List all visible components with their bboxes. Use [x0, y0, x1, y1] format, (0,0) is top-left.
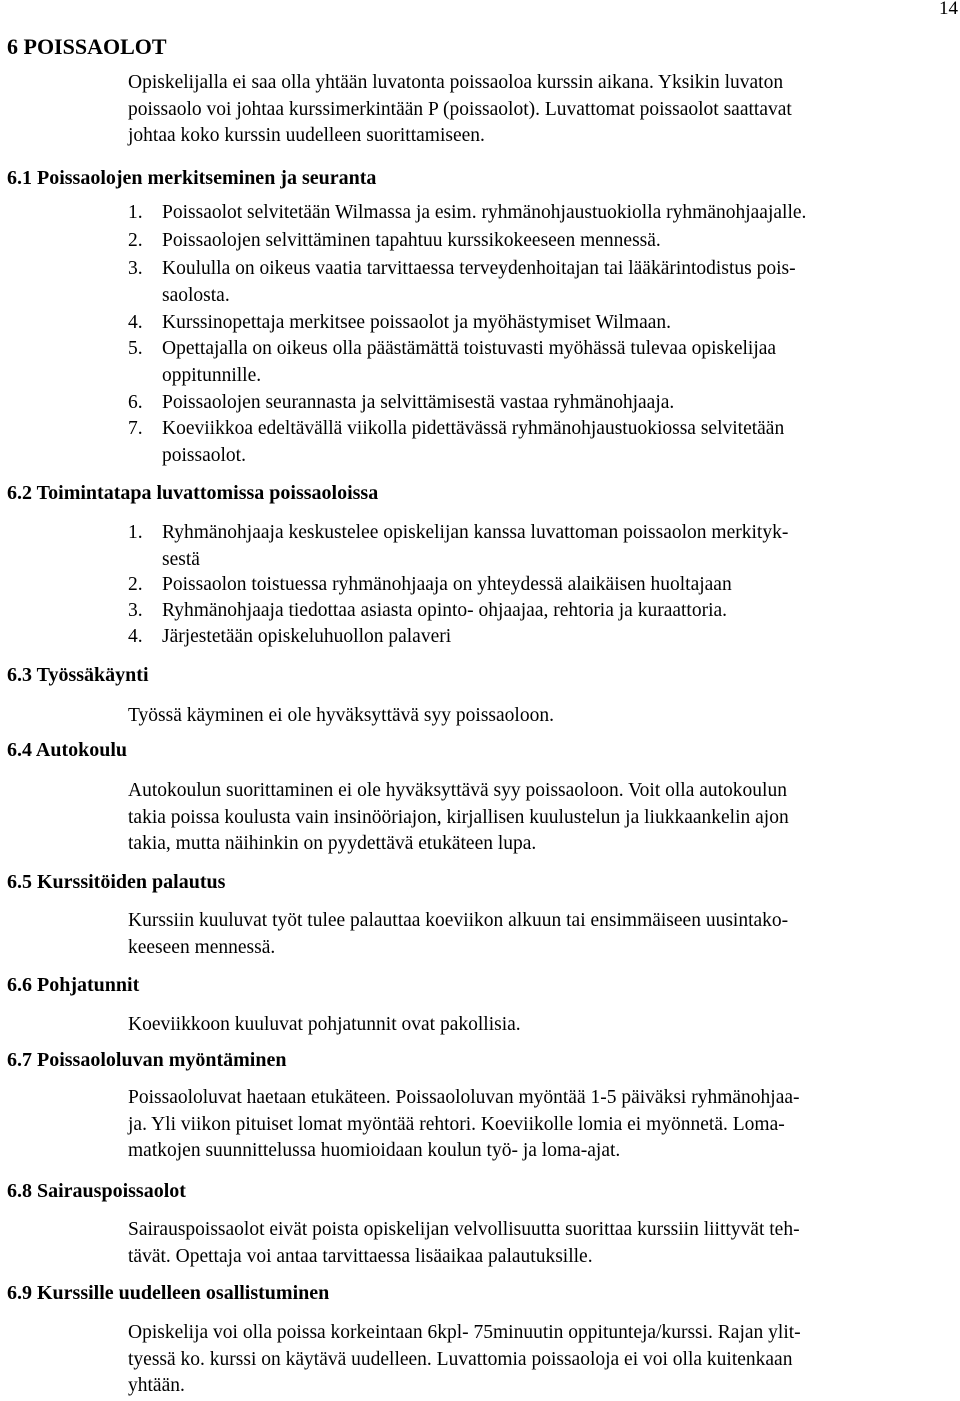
section-paragraph-6-6 — [128, 1012, 521, 1039]
paragraph-line: Kurssiin kuuluvat työt tulee palauttaa koeviikon alkuun tai ensimmäiseen uusintako- — [128, 910, 789, 931]
page-number: 14 — [939, 0, 958, 19]
paragraph-line: yhtään. — [128, 1375, 185, 1396]
section-paragraph-6-5 — [128, 908, 788, 961]
list-item-number: 6. — [128, 392, 143, 413]
list-item-number: 7. — [128, 418, 143, 439]
list-item-text: sestä — [162, 548, 200, 570]
list-item-text: poissaolot. — [162, 444, 246, 466]
section-heading-6-2: 6.2 Toimintatapa luvattomissa poissaoloissa — [7, 482, 379, 504]
list-item-number: 3. — [128, 600, 143, 621]
section-heading-6-7: 6.7 Poissaololuvan myöntäminen — [7, 1049, 287, 1071]
intro-line: johtaa koko kurssin uudelleen suorittamiseen. — [128, 125, 485, 146]
list-item-text: Ryhmänohjaaja tiedottaa asiasta opinto- ohjaajaa, rehtoria ja kuraattoria. — [162, 600, 728, 621]
list-item-text: Kurssinopettaja merkitsee poissaolot ja myöhästymiset Wilmaan. — [162, 312, 672, 333]
paragraph-line: Autokoulun suorittaminen ei ole hyväksyttävä syy poissaoloon. Voit olla autokoulun — [128, 780, 787, 801]
list-item-text: Opettajalla on oikeus olla päästämättä toistuvasti myöhässä tulevaa opiskelijaa — [162, 338, 777, 359]
section-heading-6-8: 6.8 Sairauspoissaolot — [7, 1180, 186, 1202]
list-item-number: 2. — [128, 230, 143, 251]
list-item-text: Ryhmänohjaaja keskustelee opiskelijan kanssa luvattoman poissaolon merkityk- — [162, 522, 789, 543]
section-heading-6-9: 6.9 Kurssille uudelleen osallistuminen — [7, 1282, 330, 1304]
paragraph-line: Opiskelija voi olla poissa korkeintaan 6kpl- 75minuutin oppitunteja/kurssi. Rajan ylit- — [128, 1322, 801, 1343]
section-heading-6-5: 6.5 Kurssitöiden palautus — [7, 871, 226, 893]
chapter-title: 6 POISSAOLOT — [7, 34, 167, 59]
list-item-text: Poissaolojen selvittäminen tapahtuu kurssikokeeseen mennessä. — [162, 230, 661, 251]
paragraph-line: Koeviikkoon kuuluvat pohjatunnit ovat pakollisia. — [128, 1014, 521, 1035]
list-item-number: 1. — [128, 522, 143, 543]
intro-line: poissaolo voi johtaa kurssimerkintään P (poissaolot). Luvattomat poissaolot saattavat — [128, 98, 792, 120]
paragraph-line: tävät. Opettaja voi antaa tarvittaessa lisäaikaa palautuksille. — [128, 1245, 593, 1267]
paragraph-line: tyessä ko. kurssi on käytävä uudelleen. Luvattomia poissaoloja ei voi olla kuitenkaan — [128, 1348, 793, 1370]
section-paragraph-6-8 — [128, 1217, 800, 1270]
paragraph-line: Sairauspoissaolot eivät poista opiskelijan velvollisuutta suorittaa kurssiin liittyvät teh- — [128, 1219, 800, 1240]
paragraph-line: ja. Yli viikon pituiset lomat myöntää rehtori. Koeviikolle lomia ei myönnetä. Loma- — [128, 1113, 785, 1135]
paragraph-line: takia, mutta näihinkin on pyydettävä etukäteen lupa. — [128, 833, 537, 854]
section-heading-6-3: 6.3 Työssäkäynti — [7, 664, 149, 686]
section-heading-6-6: 6.6 Pohjatunnit — [7, 974, 140, 996]
list-item-text: saolosta. — [162, 284, 230, 306]
list-item-number: 3. — [128, 258, 143, 279]
intro-line: Opiskelijalla ei saa olla yhtään luvatonta poissaoloa kurssin aikana. Yksikin luvaton — [128, 72, 784, 93]
paragraph-line: keeseen mennessä. — [128, 936, 276, 958]
paragraph-line: Poissaololuvat haetaan etukäteen. Poissaololuvan myöntää 1-5 päiväksi ryhmänohjaa- — [128, 1087, 800, 1108]
section-heading-6-1: 6.1 Poissaolojen merkitseminen ja seuranta — [7, 167, 377, 189]
list-item-number: 1. — [128, 202, 143, 223]
list-item-text: Koululla on oikeus vaatia tarvittaessa terveydenhoitajan tai lääkärintodistus pois- — [162, 258, 796, 279]
section-heading-6-4: 6.4 Autokoulu — [7, 739, 128, 761]
intro-paragraph — [128, 70, 792, 150]
paragraph-line: takia poissa koulusta vain insinööriajon, kirjallisen kuulustelun ja liukkaankelin ajon — [128, 806, 789, 828]
section-paragraph-6-7 — [128, 1085, 800, 1165]
list-item-text: Järjestetään opiskeluhuollon palaveri — [162, 626, 452, 647]
paragraph-line: matkojen suunnittelussa huomioidaan koulun työ- ja loma-ajat. — [128, 1140, 621, 1161]
section-paragraph-6-4 — [128, 778, 789, 858]
list-item-text: oppitunnille. — [162, 364, 262, 386]
list-item-text: Poissaolon toistuessa ryhmänohjaaja on yhteydessä alaikäisen huoltajaan — [162, 574, 732, 595]
list-item-text: Poissaolot selvitetään Wilmassa ja esim. ryhmänohjaustuokiolla ryhmänohjaajalle. — [162, 202, 807, 223]
list-item-number: 4. — [128, 312, 143, 333]
section-paragraph-6-9 — [128, 1320, 801, 1400]
paragraph-line: Työssä käyminen ei ole hyväksyttävä syy poissaoloon. — [128, 705, 554, 726]
section-paragraph-6-3 — [128, 703, 554, 730]
list-item-text: Koeviikkoa edeltävällä viikolla pidettävässä ryhmänohjaustuokiossa selvitetään — [162, 418, 785, 439]
list-item-text: Poissaolojen seurannasta ja selvittämisestä vastaa ryhmänohjaaja. — [162, 392, 675, 413]
list-item-number: 2. — [128, 574, 143, 595]
list-item-number: 4. — [128, 626, 143, 647]
list-item-number: 5. — [128, 338, 143, 359]
